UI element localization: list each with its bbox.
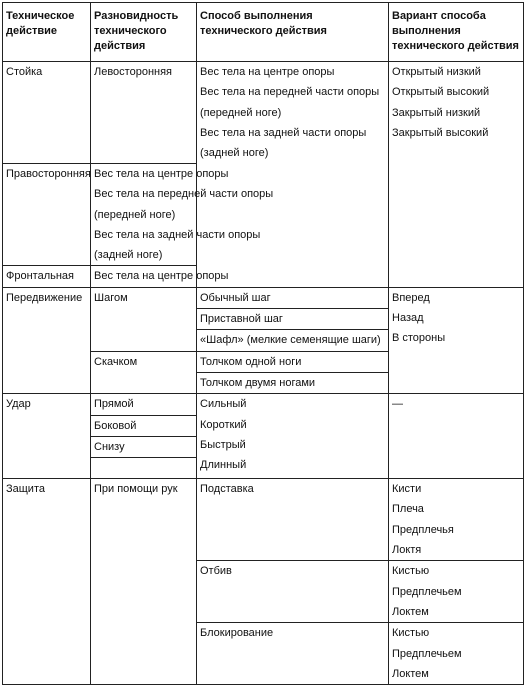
method-cell: Подставка: [197, 479, 389, 561]
option-line: —: [392, 398, 403, 411]
option-line: Плеча: [392, 503, 424, 516]
method-cell: [91, 163, 274, 265]
option-line: Назад: [392, 312, 424, 325]
variant-left: Левосторонняя: [91, 62, 197, 164]
variant-front: Фронтальная: [3, 266, 91, 287]
table-row: [3, 62, 524, 164]
option-line: Кистью: [392, 627, 430, 640]
option-line: Предплечьем: [392, 585, 462, 598]
method-line: (задней ноге): [94, 249, 163, 262]
action-stoika: Стойка: [3, 62, 91, 164]
table-row: [3, 479, 524, 561]
method-cell: Толчком одной ноги: [197, 351, 389, 372]
variant-hands: При помощи рук: [91, 479, 197, 685]
options-peredvizhenie: [389, 287, 524, 393]
method-cell: Приставной шаг: [197, 309, 389, 330]
option-line: Предплечья: [392, 523, 454, 536]
method-line: Вес тела на центре опоры: [200, 66, 335, 78]
option-line: Кисти: [392, 483, 422, 496]
method-cell: Обычный шаг: [197, 287, 389, 308]
method-cell: Толчком двумя ногами: [197, 372, 389, 393]
variant-cell: Снизу: [91, 436, 197, 457]
variant-right: Правосторонняя: [3, 163, 91, 265]
method-line: Длинный: [200, 459, 247, 472]
variant-cell: Прямой: [91, 394, 197, 415]
method-line: Вес тела на задней части опоры: [200, 126, 367, 139]
option-line: Открытый высокий: [392, 86, 490, 99]
method-cell: [91, 266, 229, 287]
header-action: Техническое действие: [3, 3, 91, 62]
options-cell: [389, 561, 524, 623]
method-line: Быстрый: [200, 438, 246, 451]
table-row: [3, 287, 524, 308]
action-peredvizhenie: Передвижение: [3, 287, 91, 393]
method-cell: [197, 62, 389, 164]
method-cell: «Шафл» (мелкие семенящие шаги): [197, 330, 389, 351]
method-cell: Блокирование: [197, 623, 389, 685]
method-line: Вес тела на передней части опоры: [94, 188, 274, 201]
option-line: Локтя: [392, 544, 422, 557]
method-line: (передней ноге): [94, 208, 176, 221]
action-zashchita: Защита: [3, 479, 91, 685]
options-cell: [389, 623, 524, 685]
method-cell: Отбив: [197, 561, 389, 623]
technique-table: [2, 2, 524, 685]
header-method: Способ выполнения технического действия: [197, 3, 389, 62]
header-option: Вариант способа выполнения технического действия: [389, 3, 524, 62]
action-udar: Удар: [3, 394, 91, 479]
option-line: Локтем: [392, 667, 429, 680]
option-line: Кистью: [392, 565, 430, 578]
option-line: Предплечьем: [392, 647, 462, 660]
variant-empty: [91, 458, 197, 479]
options-udar: [389, 394, 524, 479]
option-line: Открытый низкий: [392, 66, 481, 78]
table-header-row: [3, 3, 524, 62]
variant-jump: Скачком: [91, 351, 197, 394]
option-line: Локтем: [392, 605, 429, 618]
options-stoika: [389, 62, 524, 288]
option-line: Закрытый высокий: [392, 126, 489, 139]
header-variety: Разновидность технического действия: [91, 3, 197, 62]
method-line: Вес тела на передней части опоры: [200, 86, 380, 99]
method-line: (передней ноге): [200, 106, 282, 119]
options-cell: [389, 479, 524, 561]
option-line: Закрытый низкий: [392, 106, 481, 119]
method-line: Короткий: [200, 418, 247, 431]
method-line: Вес тела на центре опоры: [94, 270, 229, 283]
table-row: [3, 394, 524, 415]
method-line: Сильный: [200, 398, 247, 411]
option-line: Вперед: [392, 291, 430, 304]
method-line: Вес тела на центре опоры: [94, 167, 229, 180]
variant-cell: Боковой: [91, 415, 197, 436]
option-line: В стороны: [392, 332, 446, 345]
method-line: (задней ноге): [200, 147, 269, 160]
variant-step: Шагом: [91, 287, 197, 351]
methods-udar: [197, 394, 389, 479]
method-line: Вес тела на задней части опоры: [94, 228, 261, 241]
